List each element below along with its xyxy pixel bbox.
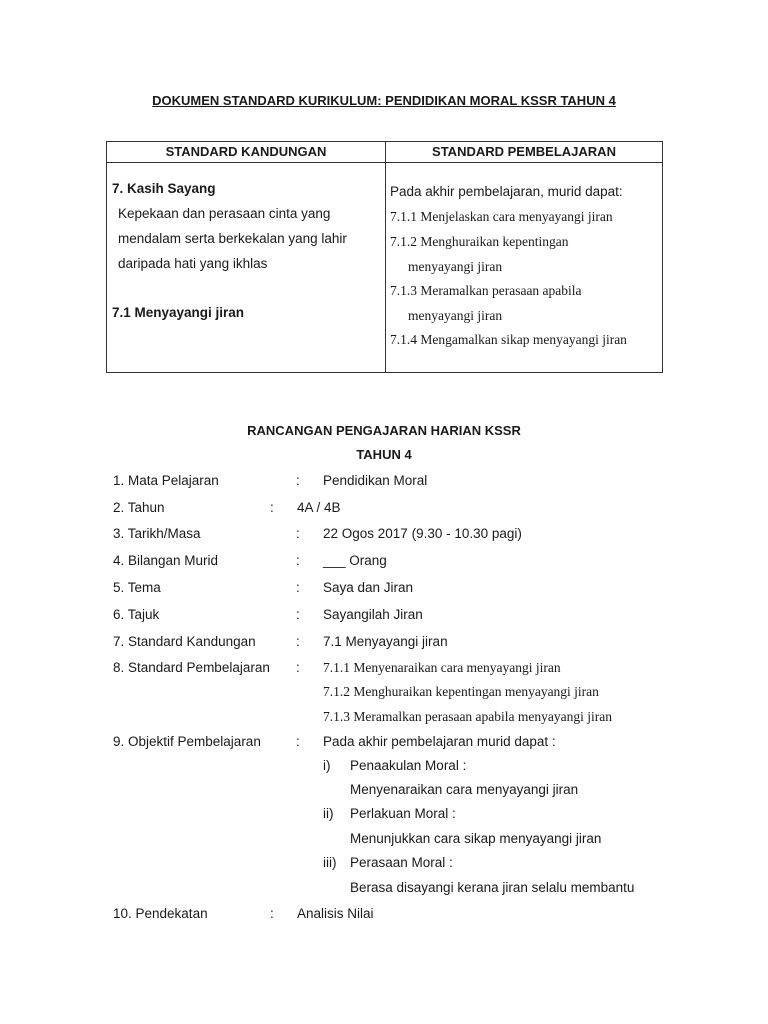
header-standard-kandungan: STANDARD KANDUNGAN (165, 144, 327, 159)
field-value: 7.1 Menyayangi jiran (323, 634, 448, 649)
section-description-line: daripada hati yang ikhlas (118, 256, 268, 271)
field-value: Sayangilah Jiran (323, 607, 423, 622)
field-colon: : (270, 500, 274, 515)
objective-number: i) (323, 758, 331, 773)
objective-title: Perasaan Moral : (350, 855, 453, 870)
field-value: Pada akhir pembelajaran murid dapat : (323, 734, 556, 749)
field-label: 10. Pendekatan (113, 906, 208, 921)
objective-text: Menunjukkan cara sikap menyayangi jiran (350, 831, 602, 846)
field-colon: : (296, 580, 300, 595)
objective-title: Perlakuan Moral : (350, 806, 456, 821)
objective-number: iii) (323, 855, 337, 870)
document-title: DOKUMEN STANDARD KURIKULUM: PENDIDIKAN MORAL KSSR TAHUN 4 (152, 93, 616, 108)
section-heading: 7. Kasih Sayang (112, 181, 216, 196)
field-label: 3. Tarikh/Masa (113, 526, 201, 541)
field-value: 7.1.1 Menyenaraikan cara menyayangi jiran (323, 660, 561, 675)
learning-standard-item: 7.1.3 Meramalkan perasaan apabila (390, 283, 582, 298)
field-value-continued: 7.1.2 Menghuraikan kepentingan menyayangi jiran (323, 684, 599, 699)
learning-standard-item: 7.1.1 Menjelaskan cara menyayangi jiran (390, 209, 613, 224)
lesson-plan-title: RANCANGAN PENGAJARAN HARIAN KSSR (247, 423, 521, 438)
field-value: ___ Orang (323, 553, 387, 568)
table-column-divider (385, 142, 386, 372)
objective-text: Berasa disayangi kerana jiran selalu membantu (350, 880, 635, 895)
learning-standard-item: menyayangi jiran (408, 259, 503, 274)
field-label: 9. Objektif Pembelajaran (113, 734, 261, 749)
field-colon: : (296, 553, 300, 568)
field-colon: : (296, 526, 300, 541)
section-description-line: mendalam serta berkekalan yang lahir (118, 231, 347, 246)
objective-title: Penaakulan Moral : (350, 758, 467, 773)
field-value: 4A / 4B (297, 500, 341, 515)
field-label: 6. Tajuk (113, 607, 160, 622)
field-colon: : (296, 734, 300, 749)
objective-text: Menyenaraikan cara menyayangi jiran (350, 782, 579, 797)
field-colon: : (270, 906, 274, 921)
lesson-plan-subtitle: TAHUN 4 (356, 447, 412, 462)
field-colon: : (296, 607, 300, 622)
field-label: 2. Tahun (113, 500, 165, 515)
section-subheading: 7.1 Menyayangi jiran (112, 305, 245, 320)
learning-standard-item: menyayangi jiran (408, 308, 503, 323)
table-header-divider (107, 162, 662, 163)
field-label: 4. Bilangan Murid (113, 553, 219, 568)
field-value-continued: 7.1.3 Meramalkan perasaan apabila menyayangi jiran (323, 709, 613, 724)
field-label: 7. Standard Kandungan (113, 634, 256, 649)
field-value: Saya dan Jiran (323, 580, 414, 595)
objective-number: ii) (323, 806, 334, 821)
field-label: 5. Tema (113, 580, 161, 595)
learning-standard-item: 7.1.2 Menghuraikan kepentingan (390, 234, 569, 249)
field-value: 22 Ogos 2017 (9.30 - 10.30 pagi) (323, 526, 522, 541)
learning-standard-item: 7.1.4 Mengamalkan sikap menyayangi jiran (390, 332, 627, 347)
field-value: Analisis Nilai (297, 906, 374, 921)
section-description-line: Kepekaan dan perasaan cinta yang (118, 206, 331, 221)
field-label: 8. Standard Pembelajaran (113, 660, 270, 675)
field-colon: : (296, 473, 300, 488)
learning-standard-intro: Pada akhir pembelajaran, murid dapat: (390, 184, 623, 199)
field-value: Pendidikan Moral (323, 473, 428, 488)
header-standard-pembelajaran: STANDARD PEMBELAJARAN (432, 144, 616, 159)
field-colon: : (296, 634, 300, 649)
field-label: 1. Mata Pelajaran (113, 473, 219, 488)
field-colon: : (296, 660, 300, 675)
